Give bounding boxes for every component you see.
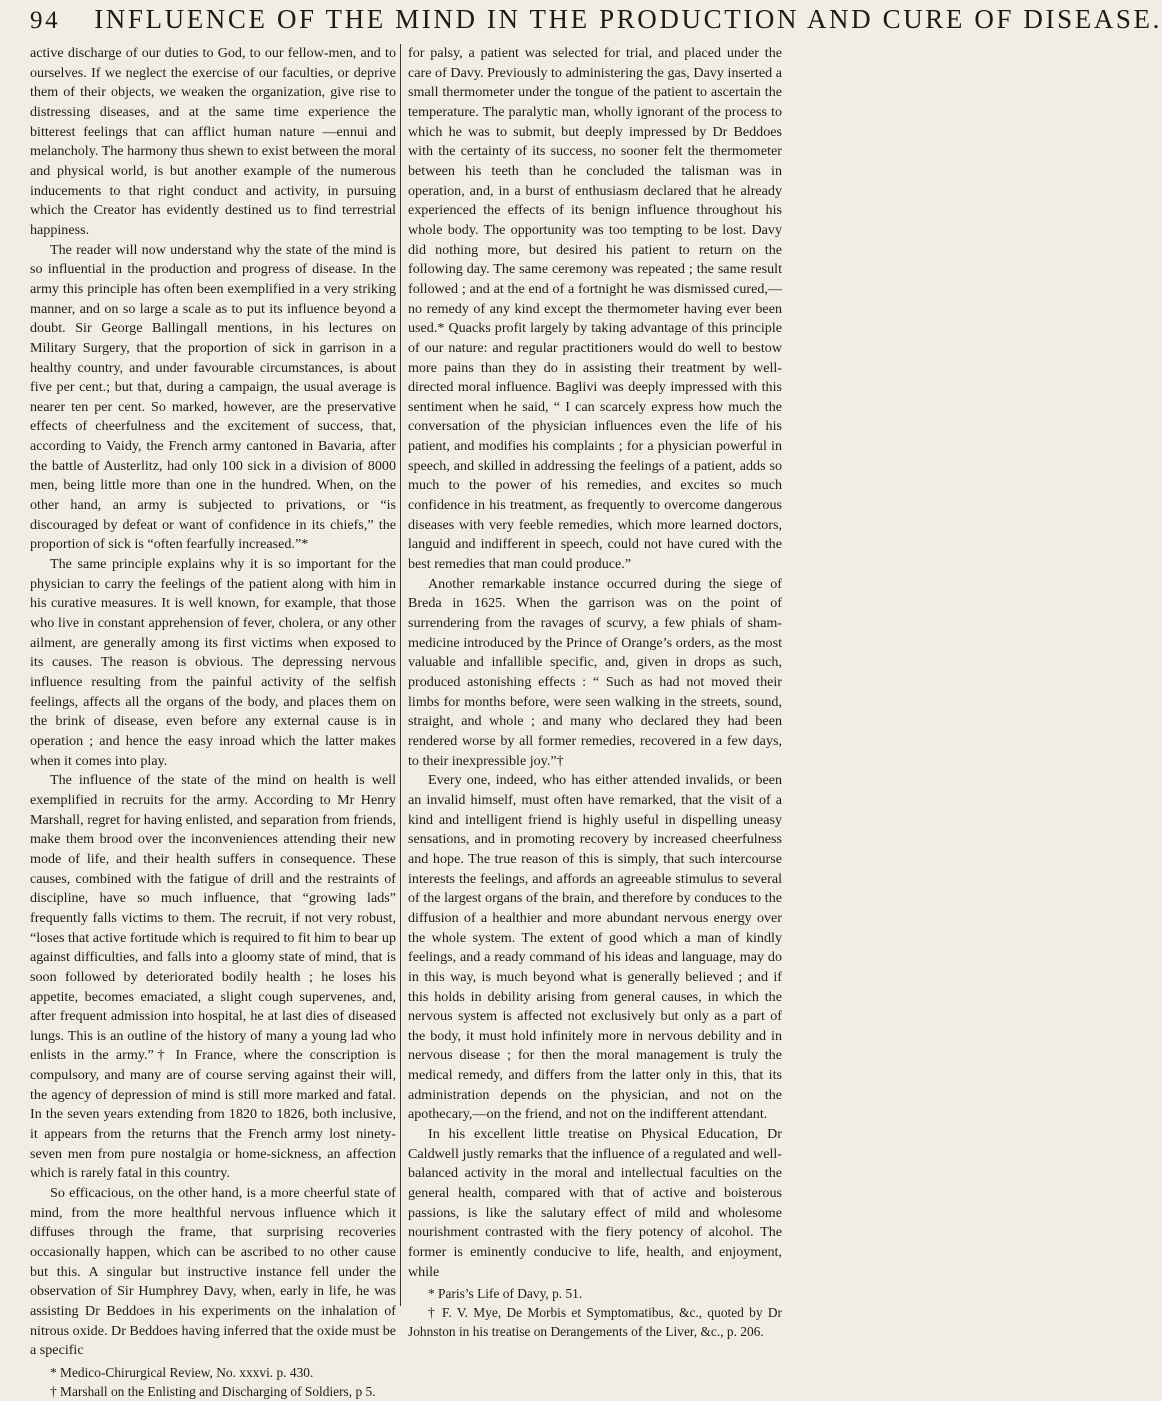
running-header <box>30 4 1162 38</box>
page-number: 94 <box>30 7 61 34</box>
paragraph: Another remarkable instance occurred during the siege of Breda in 1625. When the garrison was on the point of surrendering from the ravages of scurvy, a few phials of sham-medicine introduced by the Prince of Orange’s orders, as the most valuable and infallible specific, and, given in drops as such, produced astonishing effects : “ Such as had not moved their limbs for months before, were seen walking in the streets, sound, straight, and whole ; and many who declared they had been rendered worse by all former remedies, recovered in a few days, to their inexpressible joy.”† <box>408 575 782 769</box>
footnote: * Medico-Chirurgical Review, No. xxxvi. p. 430. <box>50 1364 314 1380</box>
left-column <box>30 44 400 1399</box>
paragraph: Every one, indeed, who has either attended invalids, or been an invalid himself, must often have remarked, that the visit of a kind and intelligent friend is highly useful in dispelling uneasy sensations, and in promoting recovery by increased cheerfulness and hope. The true reason of this is simply, that such intercourse interests the feelings, and affords an agreeable stimulus to several of the largest organs of the brain, and therefore by conduces to the diffusion of a healthier and more abundant nervous energy over the whole system. The extent of good which a man of kindly feelings, and a ready command of his ideas and language, may do in this way, is much beyond what is generally believed ; and if this holds in debility arising from general causes, in which the nervous system is affected not exclusively but only as a part of the body, it must hold infinitely more in nervous debility and in nervous disease ; for then the moral management is truly the medical remedy, and differs from the latter only in this, that its administration depends on the physician, and not on the apothecary,—on the friend, and not on the indifferent attendant. <box>408 772 782 1123</box>
paragraph: The influence of the state of the mind on health is well exemplified in recruits for the army. According to Mr Henry Marshall, regret for having enlisted, and separation from friends, make them brood over the inconveniences attending their new mode of life, and their health suffers in consequence. These causes, combined with the fatigue of drill and the restraints of discipline, have so much influence, that “growing lads” frequently falls victims to them. The recruit, if not very robust, “loses that active fortitude which is required to fit him to bear up against difficulties, and falls into a gloomy state of mind, that is soon followed by deteriorated bodily health ; he loses his appetite, becomes emaciated, a slight cough supervenes, and, after frequent admission into hospital, he at last dies of diseased lungs. This is an outline of the history of many a young lad who enlists in the army.”† In France, where the conscription is compulsory, and many are of course serving against their will, the agency of depression of mind is still more marked and fatal. In the seven years extending from 1820 to 1826, both inclusive, it appears from the returns that the French army lost ninety-seven men from pure nostalgia or home-sickness, an affection which is rarely fatal in this country. <box>30 772 396 1182</box>
text-columns <box>30 44 782 1399</box>
footnote: * Paris’s Life of Davy, p. 51. <box>428 1286 583 1302</box>
paragraph: active discharge of our duties to God, to our fellow-men, and to ourselves. If we neglect the exercise of our faculties, or deprive them of their objects, we weaken the organization, give rise to distressing diseases, and at the same time experience the bitterest feelings that can afflict human nature —ennui and melancholy. The harmony thus shewn to exist between the moral and physical world, is but another example of the numerous inducements to that right conduct and activity, in pursuing which the Creator has evidently destined us to find terrestrial happiness. <box>30 45 396 238</box>
paragraph: for palsy, a patient was selected for trial, and placed under the care of Davy. Previously to administering the gas, Davy inserted a small thermometer under the tongue of the patient to ascertain the temperature. The paralytic man, wholly ignorant of the process to which he was to submit, but deeply impressed by Dr Beddoes with the certainty of its success, no sooner felt the thermometer between his teeth than he concluded the talisman was in operation, and, in a burst of enthusiasm declared that he already experienced the effects of its benign influence throughout his whole body. The opportunity was too tempting to be lost. Davy did nothing more, but desired his patient to return on the following day. The same ceremony was repeated ; the same result followed ; and at the end of a fortnight he was dismissed cured,—no remedy of any kind except the thermometer having ever been used.* Quacks profit largely by taking advantage of this principle of our nature: and regular practitioners would do well to bestow more pains than they do in assisting their treatment by well-directed moral influence. Baglivi was deeply impressed with this sentiment when he said, “ I can scarcely express how much the conversation of the physician influences even the life of his patient, and modifies his complaints ; for a physician powerful in speech, and skilled in addressing the feelings of a patient, adds so much to the power of his remedies, and excites so much confidence in his treatment, as frequently to overcome dangerous diseases with very feeble remedies, which more learned doctors, languid and indifferent in speech, could not have cured with the best remedies that man could produce.” <box>408 45 782 573</box>
footnote: † F. V. Mye, De Morbis et Symptomatibus, &c., quoted by Dr Johnston in his treatise on Derangements of the Liver, &c., p. 206. <box>408 1305 782 1340</box>
right-column <box>400 44 782 1340</box>
paragraph: In his excellent little treatise on Physical Education, Dr Caldwell justly remarks that the influence of a regulated and well-balanced activity in the moral and intellectual faculties on the general health, compared with that of active and boisterous passions, is like the salutary effect of mild and wholesome nourishment contrasted with the fiery potency of alcohol. The former is eminently conducive to life, health, and enjoyment, while <box>408 1126 782 1280</box>
running-title: INFLUENCE OF THE MIND IN THE PRODUCTION AND CURE OF DISEASE. <box>94 4 1162 34</box>
paragraph: So efficacious, on the other hand, is a more cheerful state of mind, from the more healthful nervous influence which it diffuses through the frame, that surprising recoveries occasionally happen, which can be ascribed to no other cause but this. A singular but instructive instance fell under the observation of Sir Humphrey Davy, when, early in life, he was assisting Dr Beddoes in his experiments on the inhalation of nitrous oxide. Dr Beddoes having inferred that the oxide must be a specific <box>30 1185 396 1359</box>
footnote: † Marshall on the Enlisting and Discharging of Soldiers, p 5. <box>50 1383 376 1399</box>
paragraph: The same principle explains why it is so important for the physician to carry the feelings of the patient along with him in his curative measures. It is well known, for example, that those who live in constant apprehension of fever, cholera, or any other ailment, are generally among its first victims when exposed to its causes. The reason is obvious. The depressing nervous influence resulting from the painful activity of the selfish feelings, affects all the organs of the body, and places them on the brink of disease, even before any external cause is in operation ; and hence the easy inroad which the latter makes when it comes into play. <box>30 556 396 769</box>
paragraph: The reader will now understand why the state of the mind is so influential in the production and progress of disease. In the army this principle has often been exemplified in a very striking manner, and on so large a scale as to put its influence beyond a doubt. Sir George Ballingall mentions, in his lectures on Military Surgery, that the proportion of sick in garrison in a healthy country, and under favourable circumstances, is about five per cent.; but that, during a campaign, the usual average is nearer ten per cent. So marked, however, are the preservative effects of cheerfulness and the excitement of success, that, according to Vaidy, the French army cantoned in Bavaria, after the battle of Austerlitz, had only 100 sick in a division of 8000 men, being little more than one in the hundred. When, on the other hand, an army is subjected to privations, or “is discouraged by defeat or want of confidence in its chiefs,” the proportion of sick is “often fearfully increased.”* <box>30 241 396 553</box>
